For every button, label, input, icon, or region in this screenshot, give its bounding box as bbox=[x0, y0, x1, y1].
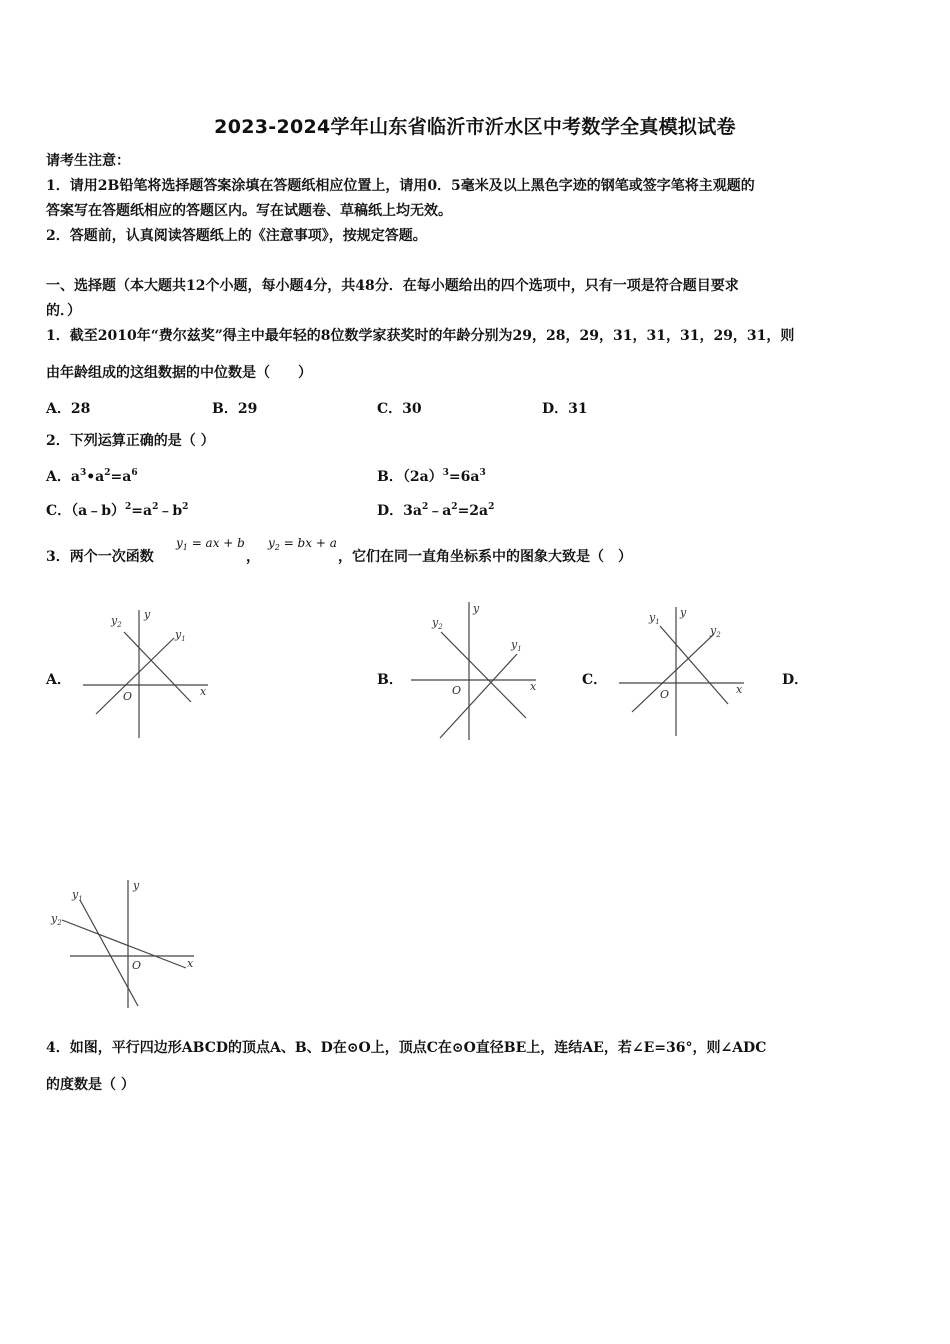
q1-option-d: D．31 bbox=[542, 401, 588, 417]
q2-stem: 2．下列运算正确的是（ ） bbox=[46, 433, 215, 449]
label-y1: $y_1$ bbox=[175, 628, 186, 643]
label-x: x bbox=[530, 680, 537, 693]
label-y1: $y_1$ bbox=[649, 611, 660, 626]
label-x: x bbox=[736, 683, 743, 696]
section-heading-line-1: 一、选择题（本大题共12个小题，每小题4分，共48分．在每小题给出的四个选项中，只有一项是符合题目要求 bbox=[46, 278, 739, 294]
label-y1: $y_1$ bbox=[511, 638, 522, 653]
label-origin: O bbox=[660, 688, 670, 701]
notice-line-1: 1．请用2B铅笔将选择题答案涂填在答题纸相应位置上，请用0．5毫米及以上黑色字迹的钢笔或签字笔将主观题的 bbox=[46, 178, 755, 194]
label-y2: $y_2$ bbox=[111, 614, 122, 629]
q1-option-a: A．28 bbox=[46, 401, 91, 417]
q3-stem-end: ，它们在同一直角坐标系中的图象大致是（ ） bbox=[338, 549, 632, 565]
q1-option-c: C．30 bbox=[377, 401, 422, 417]
q3-option-d-label: D． bbox=[782, 672, 809, 688]
section-heading-line-2: 的．） bbox=[46, 303, 81, 319]
q4-stem-line-1: 4．如图，平行四边形ABCD的顶点A、B、D在⊙O上，顶点C在⊙O直径BE上，连结AE，若∠E=36°，则∠ADC bbox=[46, 1040, 767, 1056]
q3-comma: ， bbox=[246, 549, 260, 565]
q3-stem-start: 3．两个一次函数 bbox=[46, 549, 154, 565]
line-y1 bbox=[96, 638, 174, 714]
notice-line-3: 2．答题前，认真阅读答题纸上的《注意事项》，按规定答题。 bbox=[46, 228, 427, 244]
label-y: y bbox=[680, 606, 687, 619]
q4-stem-line-2: 的度数是（ ） bbox=[46, 1077, 135, 1093]
notice-line-2: 答案写在答题纸相应的答题区内。写在试题卷、草稿纸上均无效。 bbox=[46, 203, 452, 219]
q2-option-a: A．$a^3•a^2=a^6$ bbox=[46, 468, 138, 485]
page-title: 2023-2024学年山东省临沂市沂水区中考数学全真模拟试卷 bbox=[214, 116, 736, 138]
q3-graph-a bbox=[78, 602, 218, 742]
q1-stem-line-2: 由年龄组成的这组数据的中位数是（ ） bbox=[46, 365, 312, 381]
q3-function-2: $y_2$ = bx + a bbox=[268, 536, 337, 552]
line-y1 bbox=[80, 900, 138, 1006]
label-y: y bbox=[133, 879, 140, 892]
line-y2 bbox=[62, 920, 186, 968]
q3-function-1: $y_1$ = ax + b bbox=[176, 536, 245, 552]
label-y1: $y_1$ bbox=[72, 888, 83, 903]
label-origin: O bbox=[132, 959, 142, 972]
label-y2: $y_2$ bbox=[710, 624, 721, 639]
q3-option-c-label: C． bbox=[582, 672, 608, 688]
label-origin: O bbox=[452, 684, 462, 697]
q3-option-a-label: A． bbox=[46, 672, 71, 688]
q3-graph-b bbox=[406, 600, 546, 742]
label-y2: $y_2$ bbox=[51, 912, 62, 927]
q3-graph-c bbox=[616, 604, 756, 740]
q2-option-d: D．$3a^2﹣a^2=2a^2$ bbox=[377, 502, 495, 519]
label-y: y bbox=[473, 602, 480, 615]
q3-graph-d bbox=[48, 876, 198, 1012]
label-x: x bbox=[200, 685, 207, 698]
label-x: x bbox=[187, 957, 194, 970]
q2-option-c: C．$(a﹣b)^2=a^2﹣b^2$ bbox=[46, 502, 189, 519]
q3-option-b-label: B． bbox=[377, 672, 403, 688]
q1-stem-line-1: 1．截至2010年“费尔兹奖”得主中最年轻的8位数学家获奖时的年龄分别为29，28，29，31，31，31，29，31，则 bbox=[46, 328, 795, 344]
notice-heading: 请考生注意： bbox=[46, 153, 130, 169]
label-y2: $y_2$ bbox=[432, 616, 443, 631]
q2-option-b: B．$(2a)^3=6a^3$ bbox=[377, 468, 486, 485]
q1-option-b: B．29 bbox=[212, 401, 258, 417]
label-y: y bbox=[144, 608, 151, 621]
label-origin: O bbox=[123, 690, 133, 703]
